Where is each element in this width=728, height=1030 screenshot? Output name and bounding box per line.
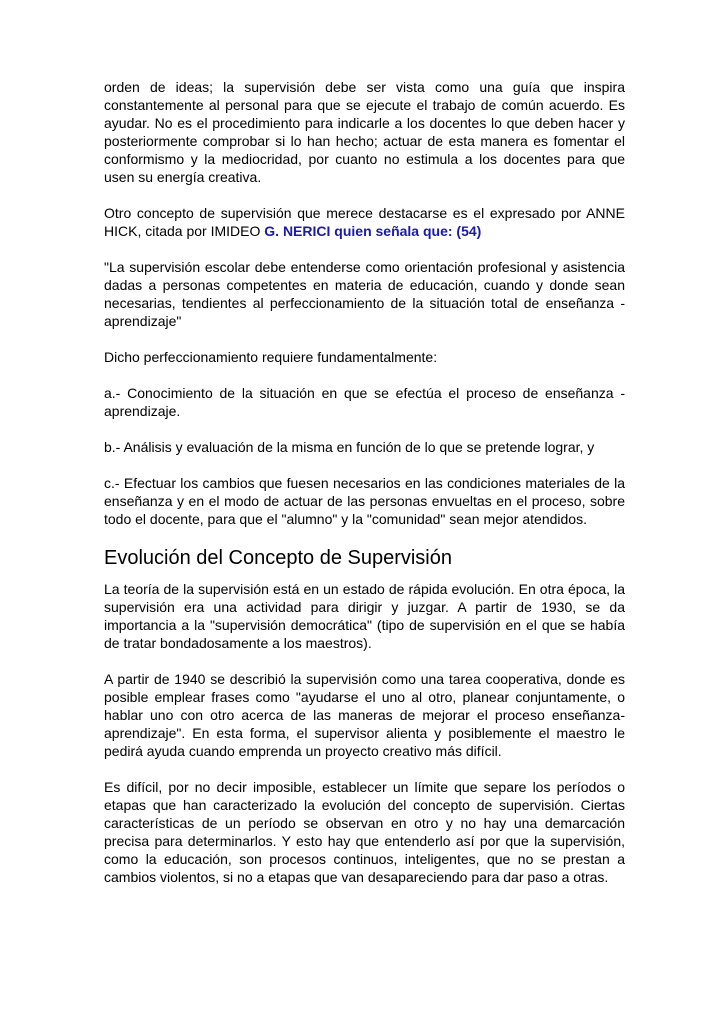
hick-lead-text: Otro concepto de supervisión que merece destacarse es el expresado por ANNE HICK, citada por IMIDEO	[104, 205, 625, 239]
section-paragraph-2: A partir de 1940 se describió la supervisión como una tarea cooperativa, donde es posible emplear frases como "ayudarse el uno al otro, planear conjuntamente, o hablar uno con otro acerca de las maneras de mejorar el proceso enseñanza-aprendizaje". En esta forma, el supervisor alienta y posiblemente el maestro le pedirá ayuda cuando emprenda un proyecto creativo más difícil.	[104, 671, 625, 759]
nerici-citation: G. NERICI quien señala que: (54)	[264, 223, 482, 239]
section-paragraph-1: La teoría de la supervisión está en un estado de rápida evolución. En otra época, la supervisión era una actividad para dirigir y juzgar. A partir de 1930, se da importancia a la "supervisión democrática" (tipo de supervisión en el que se había de tratar bondadosamente a los maestros).	[104, 581, 625, 651]
section-heading: Evolución del Concepto de Supervisión	[104, 547, 452, 569]
section-paragraph-3: Es difícil, por no decir imposible, establecer un límite que separe los períodos o etapas que han caracterizado la evolución del concepto de supervisión. Ciertas características de un período se observan en otro y no hay una demarcación precisa para determinarlos. Y esto hay que entenderlo así por que la supervisión, como la educación, son procesos continuos, inteligentes, que no se prestan a cambios violentos, si no a etapas que van desapareciendo para dar paso a otras.	[104, 779, 625, 885]
paragraph-hick	[104, 204, 625, 240]
quote-paragraph: "La supervisión escolar debe entenderse como orientación profesional y asistencia dadas a personas competentes en materia de educación, cuando y donde sean necesarias, tendientes al perfeccionamiento de la situación total de enseñanza - aprendizaje"	[104, 259, 625, 329]
list-item-a: a.- Conocimiento de la situación en que se efectúa el proceso de enseñanza - aprendizaje.	[104, 385, 625, 419]
requirement-intro: Dicho perfeccionamiento requiere fundamentalmente:	[104, 349, 438, 365]
list-item-b: b.- Análisis y evaluación de la misma en función de lo que se pretende lograr, y	[104, 439, 595, 455]
paragraph-intro: orden de ideas; la supervisión debe ser vista como una guía que inspira constantemente al personal para que se ejecute el trabajo de común acuerdo. Es ayudar. No es el procedimiento para indicarle a los docentes lo que deben hacer y posteriormente comprobar si lo han hecho; actuar de esta manera es fomentar el conformismo y la mediocridad, por cuanto no estimula a los docentes para que usen su energía creativa.	[104, 79, 625, 185]
document-page	[104, 78, 625, 886]
list-item-c: c.- Efectuar los cambios que fuesen necesarios en las condiciones materiales de la enseñanza y en el modo de actuar de las personas envueltas en el proceso, sobre todo el docente, para que el "alumno" y la "comunidad" sean mejor atendidos.	[104, 475, 625, 527]
